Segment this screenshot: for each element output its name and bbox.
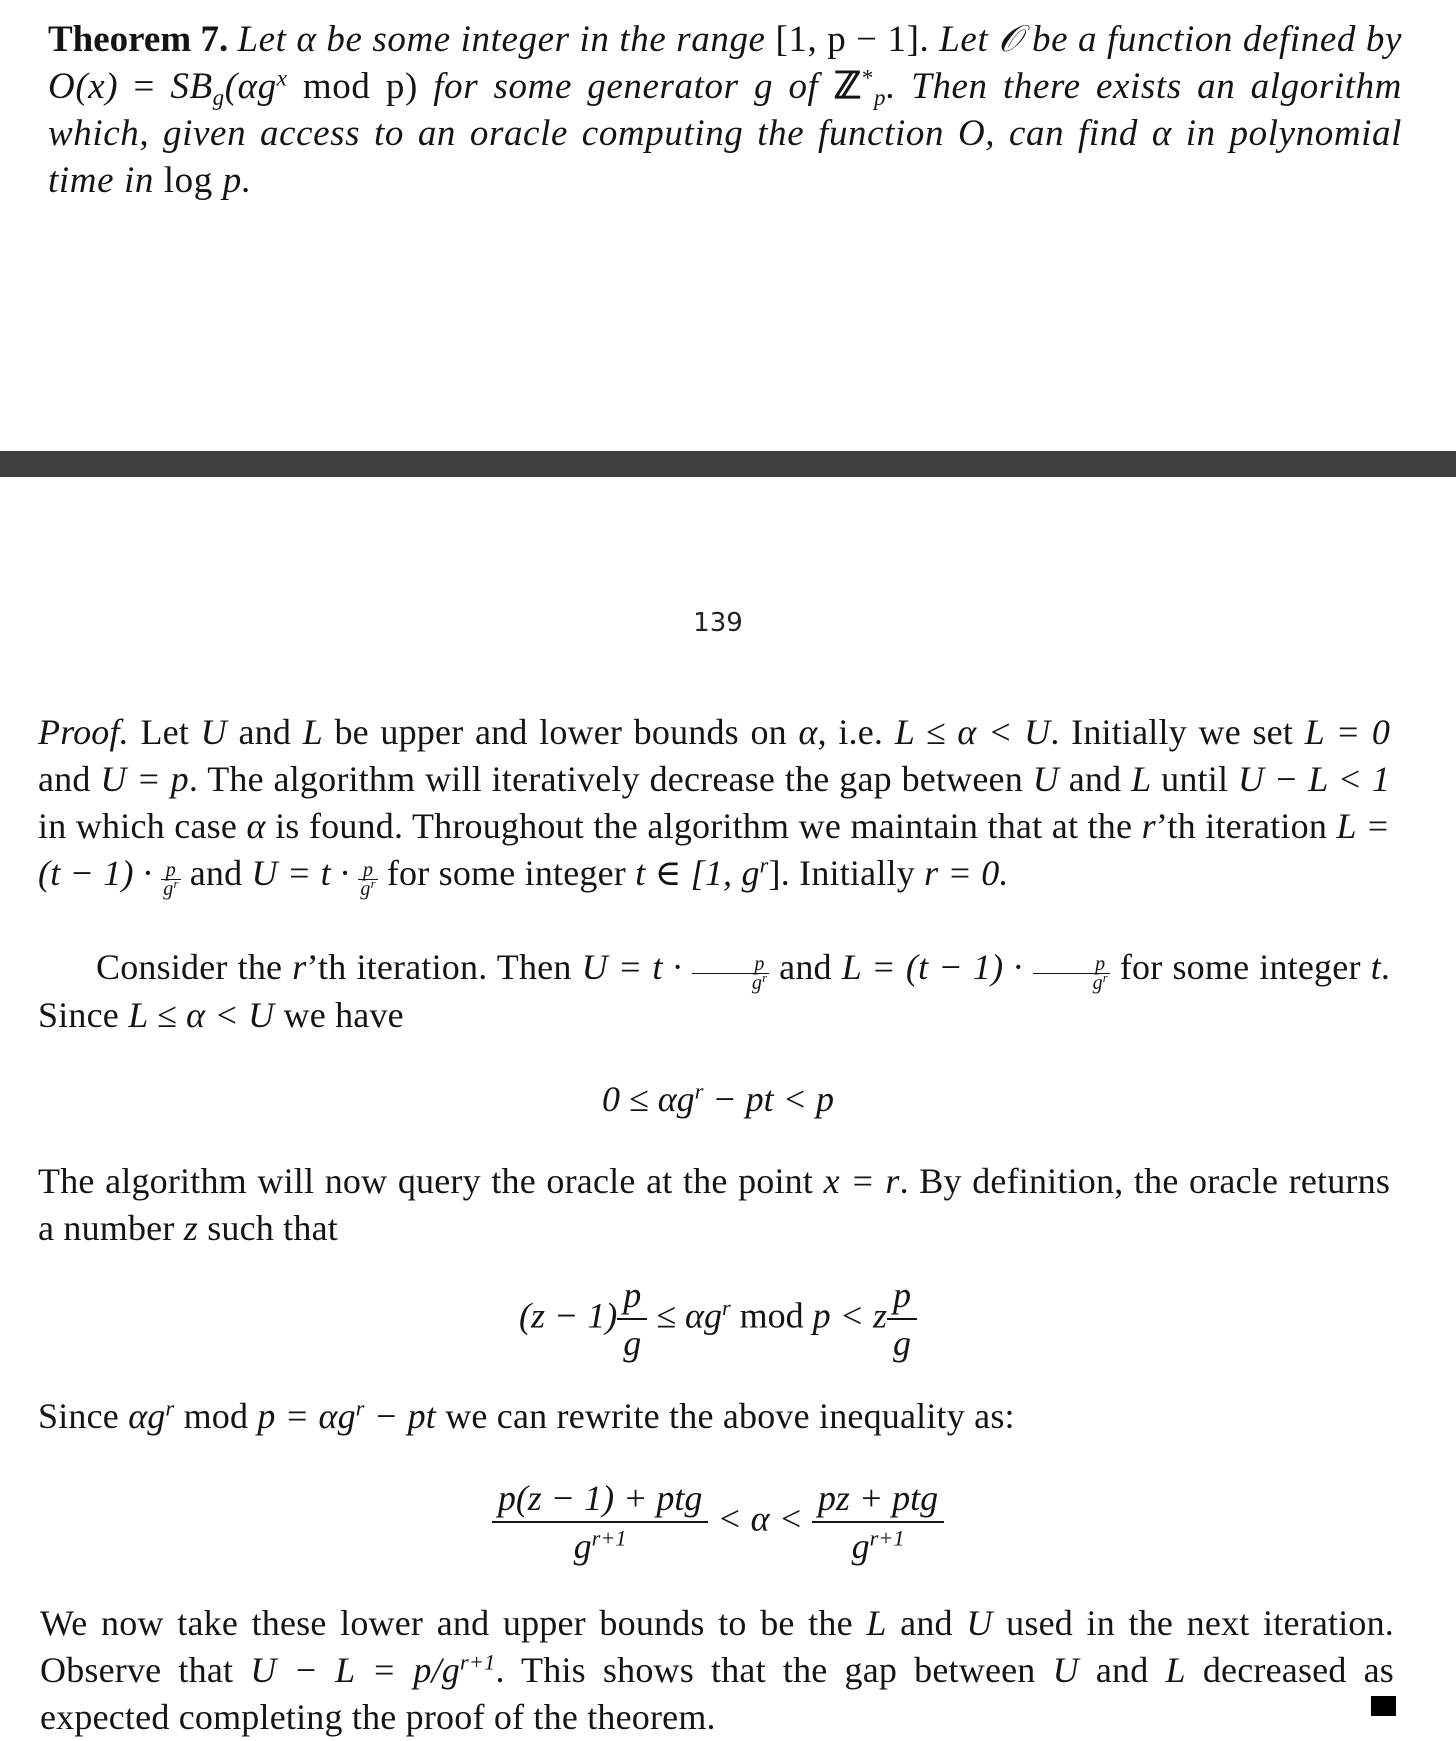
- fraction-p-over-g-r: $\frac{p}{g^r}$: [1033, 955, 1110, 992]
- equation-3: $\frac{\text{p(z − 1) + ptg}}{g^{r+1}}$ < α < $\frac{\text{pz + ptg}}{g^{r+1}}$: [0, 1475, 1436, 1569]
- fraction-lower-bound: $\frac{\text{p(z − 1) + ptg}}{g^{r+1}}$: [492, 1475, 709, 1569]
- proof-label: Proof.: [38, 712, 129, 752]
- proof-paragraph-2: Consider the r’th iteration. Then U = t · $\frac{p}{g^r}$ and L = (t − 1) · $\frac{p}{g^r}$ for some integer t. Since L ≤ α < U we have: [38, 947, 1391, 1035]
- theorem-statement: Let α be some integer in the range [1, p − 1]. Let 𝒪 be a function defined by $O(x) = SB_g(\alpha g^x$ mod p) for some generator g of ℤ*$_p$. Then there exists an algorithm which, given access to an oracle computing the function O, can find α in polynomial time in log p.: [48, 19, 1403, 201]
- equation-2: (z − 1) $\frac{p}{g}$ ≤ $\alpha g^r$ mod p < z $\frac{p}{g}$: [0, 1272, 1436, 1366]
- theorem-7: [48, 16, 1402, 204]
- proof-paragraph-5: We now take these lower and upper bounds to be the L and U used in the next iteration. Observe that $U - L = p/g^{r+1}$. This shows that the gap between U and L decreased as expected completing the proof of the theorem.: [40, 1603, 1395, 1737]
- fraction-p-over-g: $\frac{p}{g}$: [887, 1272, 917, 1366]
- proof-paragraph-4: Since $\alpha g^r$ mod $p = \alpha g^r$ − pt we can rewrite the above inequality as:: [38, 1395, 1015, 1436]
- theorem-label: Theorem 7.: [48, 19, 229, 60]
- proof-paragraph-1: Proof. Let U and L be upper and lower bounds on α, i.e. L ≤ α < U. Initially we set L = 0 and U = p. The algorithm will iteratively decrease the gap between U and L until U − L < 1 in which case α is found. Throughout the algorithm we maintain that at the r’th iteration L = (t − 1) · $\frac{p}{g^r}$ and U = t · $\frac{p}{g^r}$ for some integer t ∈ [1, $g^r$]. Initially r = 0.: [38, 712, 1391, 900]
- page-number: 139: [693, 608, 743, 638]
- fraction-upper-bound: $\frac{\text{pz + ptg}}{g^{r+1}}$: [812, 1475, 944, 1569]
- page-divider: [0, 451, 1456, 477]
- fraction-p-over-g-r: $\frac{p}{g^r}$: [692, 955, 769, 992]
- fraction-p-over-g-r: $\frac{p}{g^r}$: [360, 859, 376, 900]
- qed-square-icon: [1371, 1696, 1396, 1716]
- equation-1: $0 \le \alpha g^r$ − pt < p: [602, 1078, 834, 1119]
- proof-paragraph-3: The algorithm will now query the oracle at the point x = r. By definition, the oracle returns a number z such that: [38, 1161, 1391, 1248]
- fraction-p-over-g: $\frac{p}{g}$: [617, 1272, 647, 1366]
- fraction-p-over-g-r: $\frac{p}{g^r}$: [163, 859, 179, 900]
